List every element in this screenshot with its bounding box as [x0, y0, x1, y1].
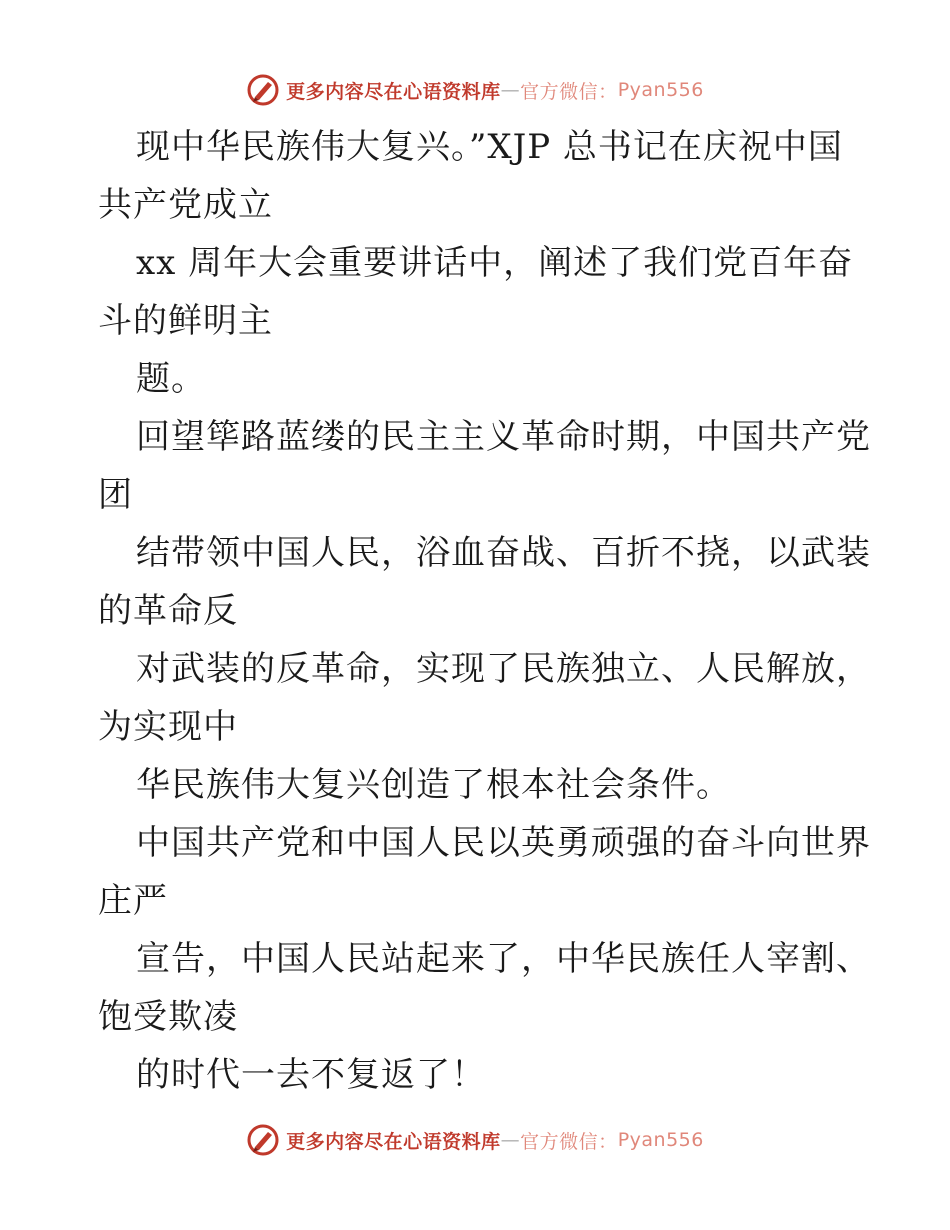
body-line: 斗的鲜明主 [98, 301, 273, 341]
body-line: 题。 [136, 359, 206, 399]
banner-sub-text: 官方微信： [520, 80, 618, 103]
body-line: 共产党成立 [98, 185, 273, 225]
body-line: 饱受欺凌 [98, 997, 238, 1037]
body-line: 的时代一去不复返了！ [136, 1055, 486, 1095]
banner-main-text: 更多内容尽在心语资料库 [286, 80, 501, 103]
pen-logo-icon [246, 73, 280, 107]
banner-wechat-id: Pyan556 [617, 79, 704, 101]
body-line: 华民族伟大复兴创造了根本社会条件。 [136, 765, 731, 805]
pen-logo-icon [246, 1123, 280, 1157]
body-line: 现中华民族伟大复兴。”XJP 总书记在庆祝中国 [136, 127, 843, 167]
header-banner [0, 70, 950, 110]
body-line: 宣告，中国人民站起来了，中华民族任人宰割、 [136, 939, 871, 979]
footer-banner [0, 1120, 950, 1160]
body-line: 结带领中国人民，浴血奋战、百折不挠，以武装 [136, 533, 871, 573]
banner-dash: — [500, 1129, 521, 1151]
banner-sub-text: 官方微信： [520, 1130, 618, 1153]
body-line: 回望筚路蓝缕的民主主义革命时期，中国共产党 [136, 417, 871, 457]
document-body [98, 118, 871, 1104]
banner-main-text: 更多内容尽在心语资料库 [286, 1130, 501, 1153]
body-line: 庄严 [98, 881, 168, 921]
banner-wechat-id: Pyan556 [617, 1129, 704, 1151]
banner-text [286, 1127, 704, 1154]
body-line: 对武装的反革命，实现了民族独立、人民解放， [136, 649, 871, 689]
banner-dash: — [500, 79, 521, 101]
banner-text [286, 77, 704, 104]
body-line: 中国共产党和中国人民以英勇顽强的奋斗向世界 [136, 823, 871, 863]
body-line: xx 周年大会重要讲话中，阐述了我们党百年奋 [136, 243, 854, 283]
body-line: 团 [98, 475, 133, 515]
body-line: 为实现中 [98, 707, 238, 747]
body-line: 的革命反 [98, 591, 238, 631]
